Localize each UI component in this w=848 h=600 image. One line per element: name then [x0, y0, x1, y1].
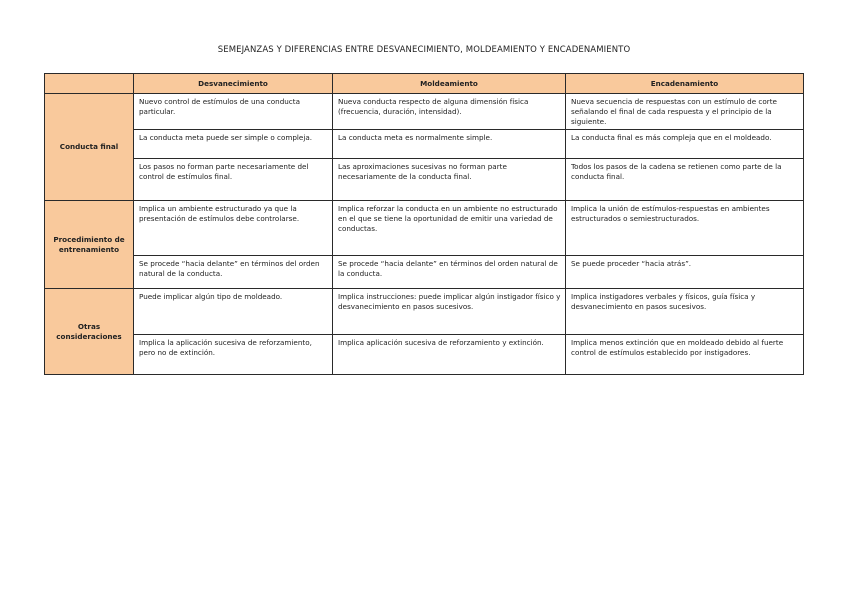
- table-cell: Nuevo control de estímulos de una conducta particular.: [134, 94, 333, 130]
- table-cell: La conducta final es más compleja que en el moldeado.: [566, 130, 804, 159]
- table-cell: Se procede “hacia delante” en términos del orden natural de la conducta.: [134, 256, 333, 289]
- table-cell: Implica un ambiente estructurado ya que la presentación de estímulos debe controlarse.: [134, 201, 333, 256]
- table-cell: Puede implicar algún tipo de moldeado.: [134, 289, 333, 335]
- row-header-procedimiento: Procedimiento de entrenamiento: [45, 201, 134, 289]
- table-row: [45, 201, 804, 256]
- table-cell: Los pasos no forman parte necesariamente del control de estímulos final.: [134, 159, 333, 201]
- table-cell: Implica la unión de estímulos-respuestas en ambientes estructurados o semiestructurados.: [566, 201, 804, 256]
- header-row: [45, 74, 804, 94]
- table-cell: Se puede proceder “hacia atrás”.: [566, 256, 804, 289]
- row-header-conducta-final: Conducta final: [45, 94, 134, 201]
- table-cell: Todos los pasos de la cadena se retienen como parte de la conducta final.: [566, 159, 804, 201]
- table-cell: Implica aplicación sucesiva de reforzamiento y extinción.: [333, 335, 566, 375]
- column-header-desvanecimiento: Desvanecimiento: [134, 74, 333, 94]
- table-cell: Implica menos extinción que en moldeado debido al fuerte control de estímulos establecido por instigadores.: [566, 335, 804, 375]
- table-row: [45, 159, 804, 201]
- table-cell: La conducta meta es normalmente simple.: [333, 130, 566, 159]
- table-cell: Implica reforzar la conducta en un ambiente no estructurado en el que se tiene la oportunidad de emitir una variedad de conductas.: [333, 201, 566, 256]
- table-row: [45, 335, 804, 375]
- table-row: [45, 289, 804, 335]
- document-title: SEMEJANZAS Y DIFERENCIAS ENTRE DESVANECIMIENTO, MOLDEAMIENTO Y ENCADENAMIENTO: [217, 45, 631, 55]
- table-row: [45, 94, 804, 130]
- table-cell: La conducta meta puede ser simple o compleja.: [134, 130, 333, 159]
- table-row: [45, 130, 804, 159]
- comparison-table: [44, 73, 804, 375]
- table-cell: Implica la aplicación sucesiva de reforzamiento, pero no de extinción.: [134, 335, 333, 375]
- table-cell: Se procede “hacia delante” en términos del orden natural de la conducta.: [333, 256, 566, 289]
- table-cell: Nueva secuencia de respuestas con un estímulo de corte señalando el final de cada respuesta y el principio de la siguiente.: [566, 94, 804, 130]
- table-row: [45, 256, 804, 289]
- column-header-encadenamiento: Encadenamiento: [566, 74, 804, 94]
- corner-cell: [45, 74, 134, 94]
- column-header-moldeamiento: Moldeamiento: [333, 74, 566, 94]
- row-header-otras-consideraciones: Otras consideraciones: [45, 289, 134, 375]
- table-cell: Implica instigadores verbales y físicos, guía física y desvanecimiento en pasos sucesivos.: [566, 289, 804, 335]
- table-cell: Nueva conducta respecto de alguna dimensión física (frecuencia, duración, intensidad).: [333, 94, 566, 130]
- table-cell: Implica instrucciones: puede implicar algún instigador físico y desvanecimiento en pasos sucesivos.: [333, 289, 566, 335]
- table-cell: Las aproximaciones sucesivas no forman parte necesariamente de la conducta final.: [333, 159, 566, 201]
